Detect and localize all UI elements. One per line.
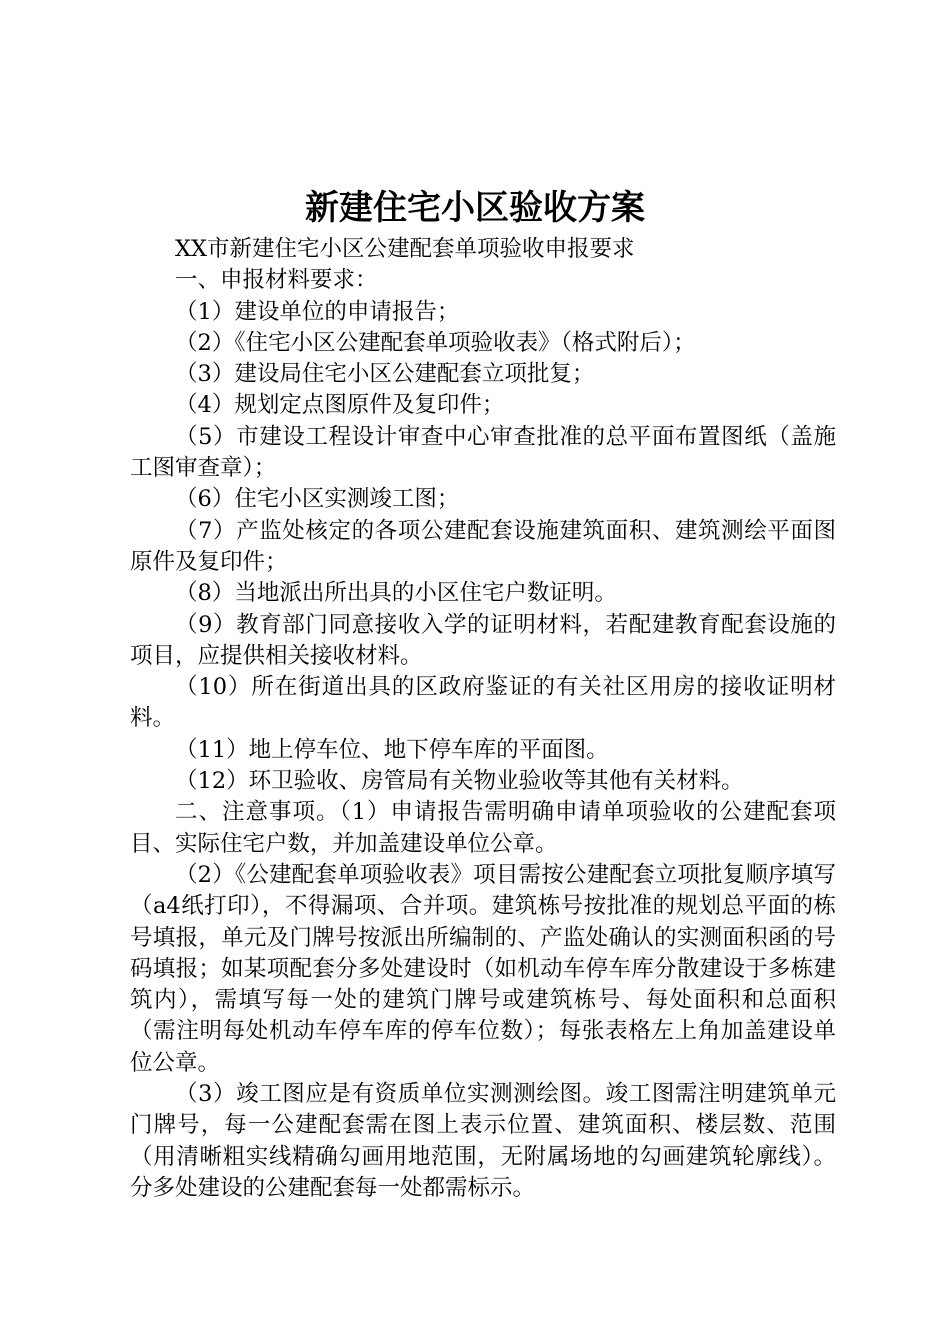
paragraph-item-4: （4）规划定点图原件及复印件； xyxy=(175,392,505,419)
paragraph-note-2: （2）《公建配套单项验收表》项目需按公建配套立项批复顺序填写（a4纸打印），不得漏项、合并项。建筑栋号按批准的规划总平面的栋号填报，单元及门牌号按派出所编制的、产监处确认的实测面积函的号码填报；如某项配套分多处建设时（如机动车停车库分散建设于多栋建筑内），需填写每一处的建筑门牌号或建筑栋号、每处面积和总面积（需注明每处机动车停车库的停车位数）；每张表格左上角加盖建设单位公章。 xyxy=(130,861,836,1076)
document-body xyxy=(130,234,836,1204)
paragraph-item-11: （11）地上停车位、地下停车库的平面图。 xyxy=(175,736,609,763)
paragraph-section-2-notes: 二、注意事项。（1）申请报告需明确申请单项验收的公建配套项目、实际住宅户数，并加盖建设单位公章。 xyxy=(130,799,836,857)
paragraph-item-8: （8）当地派出所出具的小区住宅户数证明。 xyxy=(175,580,617,607)
paragraph-item-7: （7）产监处核定的各项公建配套设施建筑面积、建筑测绘平面图原件及复印件； xyxy=(130,517,836,575)
paragraph-item-3: （3）建设局住宅小区公建配套立项批复； xyxy=(175,361,595,388)
paragraph-section-1-heading: 一、申报材料要求： xyxy=(175,267,378,294)
paragraph-item-2: （2）《住宅小区公建配套单项验收表》（格式附后）； xyxy=(175,329,696,356)
paragraph-item-6: （6）住宅小区实测竣工图； xyxy=(175,486,460,513)
paragraph-item-9: （9）教育部门同意接收入学的证明材料，若配建教育配套设施的项目，应提供相关接收材料。 xyxy=(130,611,836,669)
document-title: 新建住宅小区验收方案 xyxy=(305,188,645,228)
paragraph-note-3: （3）竣工图应是有资质单位实测测绘图。竣工图需注明建筑单元门牌号，每一公建配套需在图上表示位置、建筑面积、楼层数、范围（用清晰粗实线精确勾画用地范围，无附属场地的勾画建筑轮廓线）。分多处建设的公建配套每一处都需标示。 xyxy=(130,1081,836,1201)
paragraph-item-5: （5）市建设工程设计审查中心审查批准的总平面布置图纸（盖施工图审查章）； xyxy=(130,423,836,482)
paragraph-item-1: （1）建设单位的申请报告； xyxy=(175,298,460,325)
paragraph-subtitle: XX市新建住宅小区公建配套单项验收申报要求 xyxy=(175,236,635,262)
paragraph-item-12: （12）环卫验收、房管局有关物业验收等其他有关材料。 xyxy=(175,768,744,795)
paragraph-item-10: （10）所在街道出具的区政府鉴证的有关社区用房的接收证明材料。 xyxy=(130,674,836,732)
